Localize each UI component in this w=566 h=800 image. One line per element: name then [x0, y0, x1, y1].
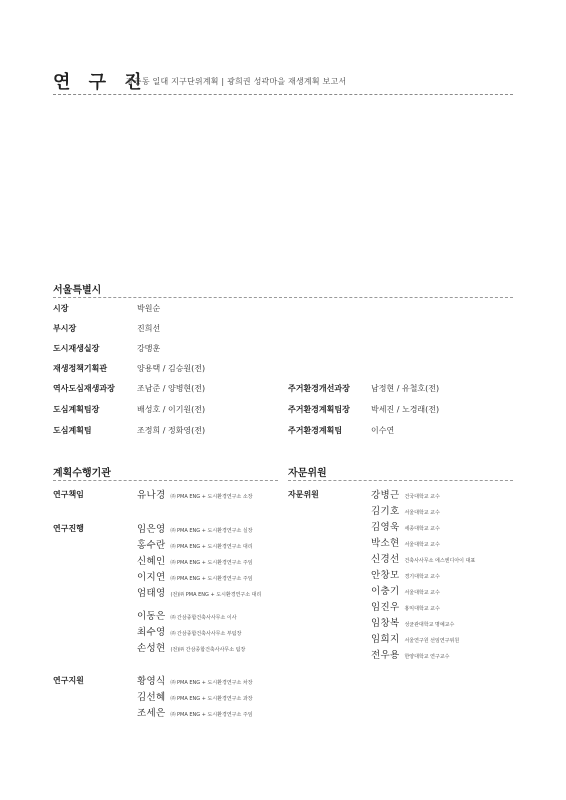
- advisor-affiliation: 한양대학교 연구교수: [404, 654, 450, 660]
- advisor-affiliation: 세종대학교 교수: [404, 526, 440, 532]
- agency-section-divider: [53, 480, 278, 481]
- member-affiliation: ㈜ 간삼종합건축사사무소 부팀장: [170, 631, 242, 637]
- advisor-name: 전우용: [371, 650, 400, 661]
- advisor-name: 신경선: [371, 554, 400, 565]
- agency-group-label: 연구책임: [53, 490, 84, 499]
- member-name: 신혜인: [137, 556, 166, 567]
- advisor-affiliation: 성균관대학교 명예교수: [404, 622, 455, 628]
- seoul-row-value: 박원순: [137, 304, 161, 313]
- seoul-row-value-right: 박세진 / 노경래(전): [371, 405, 440, 414]
- advisor-affiliation: 홍익대학교 교수: [404, 606, 440, 612]
- seoul-row-label: 재생정책기획관: [53, 364, 108, 373]
- advisor-name: 김기호: [371, 506, 400, 517]
- member-affiliation: ㈜ PMA ENG + 도시환경연구소 대리: [170, 544, 253, 550]
- advisor: [371, 535, 440, 549]
- member-name: 조세은: [137, 708, 166, 719]
- seoul-row-value: 양용택 / 김승원(전): [137, 364, 206, 373]
- advisor-name: 박소현: [371, 538, 400, 549]
- seoul-row-label: 부시장: [53, 324, 77, 333]
- member-affiliation: ㈜ PMA ENG + 도시환경연구소 실장: [170, 528, 253, 534]
- seoul-row-value-right: 이수연: [371, 426, 395, 435]
- seoul-section-divider: [53, 297, 513, 298]
- member-name: 엄태영: [137, 588, 166, 599]
- member-affiliation: ㈜ PMA ENG + 도시환경연구소 차장: [170, 680, 253, 686]
- seoul-row-label-right: 주거환경계획팀: [288, 426, 343, 435]
- advisor: [371, 519, 440, 533]
- advisor-name: 임진우: [371, 602, 400, 613]
- page-title: 연 구 진: [53, 72, 148, 93]
- seoul-row-label: 도심계획팀: [53, 426, 92, 435]
- member-name: 이지연: [137, 572, 166, 583]
- member-affiliation: ㈜ PMA ENG + 도시환경연구소 주임: [170, 560, 253, 566]
- member-affiliation: ㈜ PMA ENG + 도시환경연구소 주임: [170, 712, 253, 718]
- advisor: [371, 599, 440, 613]
- advisor: [371, 583, 440, 597]
- agency-group-label: 연구지원: [53, 676, 84, 685]
- team-member: [137, 705, 253, 719]
- advisor-affiliation: 서울대학교 교수: [404, 590, 440, 596]
- team-member: [137, 553, 253, 567]
- advisor-affiliation: 건축사사무소 에스엔디아이 대표: [404, 558, 476, 564]
- seoul-row-label: 역사도심재생과장: [53, 384, 115, 393]
- member-affiliation: ㈜ PMA ENG + 도시환경연구소 주임: [170, 576, 253, 582]
- page-subtitle: 장충동 일대 지구단위계획 | 광희권 성곽마을 재생계획 보고서: [126, 77, 347, 86]
- advisor-name: 임창복: [371, 618, 400, 629]
- advisor-affiliation: 서울대학교 교수: [404, 542, 440, 548]
- team-member: [137, 537, 253, 551]
- advisor: [371, 487, 440, 501]
- member-name: 이동은: [137, 611, 166, 622]
- advisor-name: 안창모: [371, 570, 400, 581]
- seoul-row-label: 시장: [53, 304, 69, 313]
- advisor: [371, 647, 450, 661]
- team-member: [137, 569, 253, 583]
- advisor-name: 이충기: [371, 586, 400, 597]
- seoul-row-value: 조정희 / 정화영(전): [137, 426, 206, 435]
- agency-group-label: 연구진행: [53, 524, 84, 533]
- advisory-group-label: 자문위원: [288, 490, 319, 499]
- team-member: [137, 608, 237, 622]
- seoul-row-label-right: 주거환경계획팀장: [288, 405, 350, 414]
- advisory-section-title: 자문위원: [288, 468, 327, 479]
- advisor: [371, 551, 475, 565]
- member-affiliation: (전)㈜ PMA ENG + 도시환경연구소 대리: [170, 592, 262, 598]
- member-name: 유나경: [137, 490, 166, 501]
- team-member: [137, 673, 253, 687]
- advisor: [371, 615, 454, 629]
- member-affiliation: (전)㈜ 간삼종합건축사사무소 팀장: [170, 647, 246, 653]
- team-member: [137, 689, 253, 703]
- advisory-section-divider: [288, 480, 513, 481]
- seoul-row-value: 진희선: [137, 324, 161, 333]
- team-member: [137, 521, 253, 535]
- advisor-affiliation: 건국대학교 교수: [404, 494, 440, 500]
- team-member: [137, 585, 261, 599]
- advisor-affiliation: 서울대학교 교수: [404, 510, 440, 516]
- advisor-name: 임희지: [371, 634, 400, 645]
- advisor-name: 김영욱: [371, 522, 400, 533]
- member-name: 손성현: [137, 643, 166, 654]
- member-name: 황영식: [137, 676, 166, 687]
- advisor: [371, 631, 459, 645]
- advisor-affiliation: 경기대학교 교수: [404, 574, 440, 580]
- advisor: [371, 567, 440, 581]
- header-divider: [53, 94, 513, 95]
- seoul-row-label-right: 주거환경개선과장: [288, 384, 350, 393]
- seoul-row-label: 도심계획팀장: [53, 405, 100, 414]
- seoul-row-value: 조남준 / 양병현(전): [137, 384, 206, 393]
- team-member: [137, 640, 245, 654]
- seoul-section-title: 서울특별시: [53, 285, 102, 296]
- member-affiliation: ㈜ PMA ENG + 도시환경연구소 소장: [170, 494, 253, 500]
- member-name: 김선혜: [137, 692, 166, 703]
- seoul-row-value: 강맹훈: [137, 344, 161, 353]
- seoul-row-value-right: 남정현 / 유철호(전): [371, 384, 440, 393]
- seoul-row-value: 배성호 / 이기원(전): [137, 405, 206, 414]
- advisor-affiliation: 서울연구원 선임연구위원: [404, 638, 460, 644]
- advisor: [371, 503, 440, 517]
- member-name: 홍수란: [137, 540, 166, 551]
- member-name: 최수영: [137, 627, 166, 638]
- member-affiliation: ㈜ 간삼종합건축사사무소 이사: [170, 615, 237, 621]
- member-name: 임은영: [137, 524, 166, 535]
- seoul-row-label: 도시재생실장: [53, 344, 100, 353]
- team-member: [137, 487, 253, 501]
- team-member: [137, 624, 241, 638]
- advisor-name: 강병근: [371, 490, 400, 501]
- agency-section-title: 계획수행기관: [53, 468, 111, 479]
- member-affiliation: ㈜ PMA ENG + 도시환경연구소 과장: [170, 696, 253, 702]
